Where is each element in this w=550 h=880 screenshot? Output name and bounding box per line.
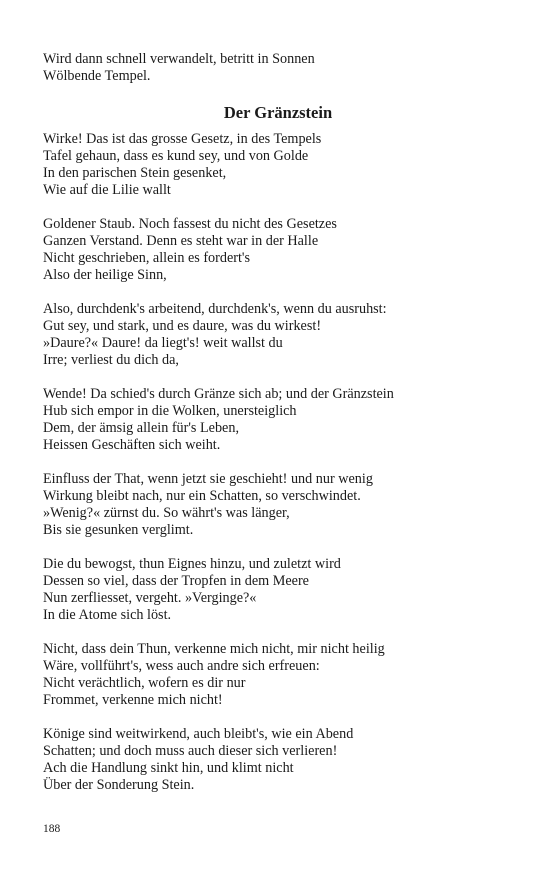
poem-line: Einfluss der That, wenn jetzt sie geschieht! und nur wenig	[43, 471, 373, 487]
poem-line: Frommet, verkenne mich nicht!	[43, 692, 223, 708]
stanza	[43, 471, 513, 539]
poem-line: Wäre, vollführt's, wess auch andre sich erfreuen:	[43, 658, 320, 674]
poem-line: »Wenig?« zürnst du. So währt's was länger,	[43, 505, 290, 521]
poem-line: Also der heilige Sinn,	[43, 267, 167, 283]
poem-line: Die du bewogst, thun Eignes hinzu, und zuletzt wird	[43, 556, 341, 572]
poem-line: Heissen Geschäften sich weiht.	[43, 437, 221, 453]
poem-line: Also, durchdenk's arbeitend, durchdenk's, wenn du ausruhst:	[43, 301, 387, 317]
stanza	[43, 641, 513, 709]
poem-title: Der Gränzstein	[223, 103, 333, 122]
stanza	[43, 301, 513, 369]
poem-line: Könige sind weitwirkend, auch bleibt's, wie ein Abend	[43, 726, 354, 742]
stanza	[43, 556, 513, 624]
poem-line: Gut sey, und stark, und es daure, was du wirkest!	[43, 318, 322, 334]
poem-body	[43, 131, 513, 794]
poem-line: Über der Sonderung Stein.	[43, 777, 195, 793]
poem-line: Bis sie gesunken verglimt.	[43, 522, 194, 538]
stanza	[43, 216, 513, 284]
poem-line: Hub sich empor in die Wolken, unersteiglich	[43, 403, 297, 419]
poem-line: Wirke! Das ist das grosse Gesetz, in des Tempels	[43, 131, 322, 147]
poem-line: Wölbende Tempel.	[43, 68, 151, 84]
poem-line: Tafel gehaun, dass es kund sey, und von Golde	[43, 148, 309, 164]
stanza	[43, 386, 513, 454]
poem-line: Wende! Da schied's durch Gränze sich ab; und der Gränzstein	[43, 386, 394, 402]
poem-line: Irre; verliest du dich da,	[43, 352, 179, 368]
poem-line: Schatten; und doch muss auch dieser sich verlieren!	[43, 743, 338, 759]
poem-line: Nun zerfliesset, vergeht. »Verginge?«	[43, 590, 257, 606]
poem-line: Goldener Staub. Noch fassest du nicht des Gesetzes	[43, 216, 337, 232]
stanza	[43, 131, 513, 199]
poem-line: Wie auf die Lilie wallt	[43, 182, 171, 198]
page-body	[43, 51, 513, 794]
poem-line: Wirkung bleibt nach, nur ein Schatten, so verschwindet.	[43, 488, 361, 504]
poem-line: Dem, der ämsig allein für's Leben,	[43, 420, 239, 436]
poem-line: Wird dann schnell verwandelt, betritt in Sonnen	[43, 51, 315, 67]
poem-line: In den parischen Stein gesenket,	[43, 165, 227, 181]
poem-line: Nicht verächtlich, wofern es dir nur	[43, 675, 246, 691]
stanza	[43, 726, 513, 794]
poem-line: In die Atome sich löst.	[43, 607, 172, 623]
poem-line: »Daure?« Daure! da liegt's! weit wallst du	[43, 335, 283, 351]
poem-line: Ach die Handlung sinkt hin, und klimt nicht	[43, 760, 294, 776]
page-number: 188	[43, 823, 61, 835]
intro-stanza	[43, 51, 513, 85]
poem-line: Dessen so viel, dass der Tropfen in dem Meere	[43, 573, 309, 589]
poem-line: Nicht, dass dein Thun, verkenne mich nicht, mir nicht heilig	[43, 641, 385, 657]
poem-line: Ganzen Verstand. Denn es steht war in der Halle	[43, 233, 319, 249]
poem-line: Nicht geschrieben, allein es fordert's	[43, 250, 251, 266]
